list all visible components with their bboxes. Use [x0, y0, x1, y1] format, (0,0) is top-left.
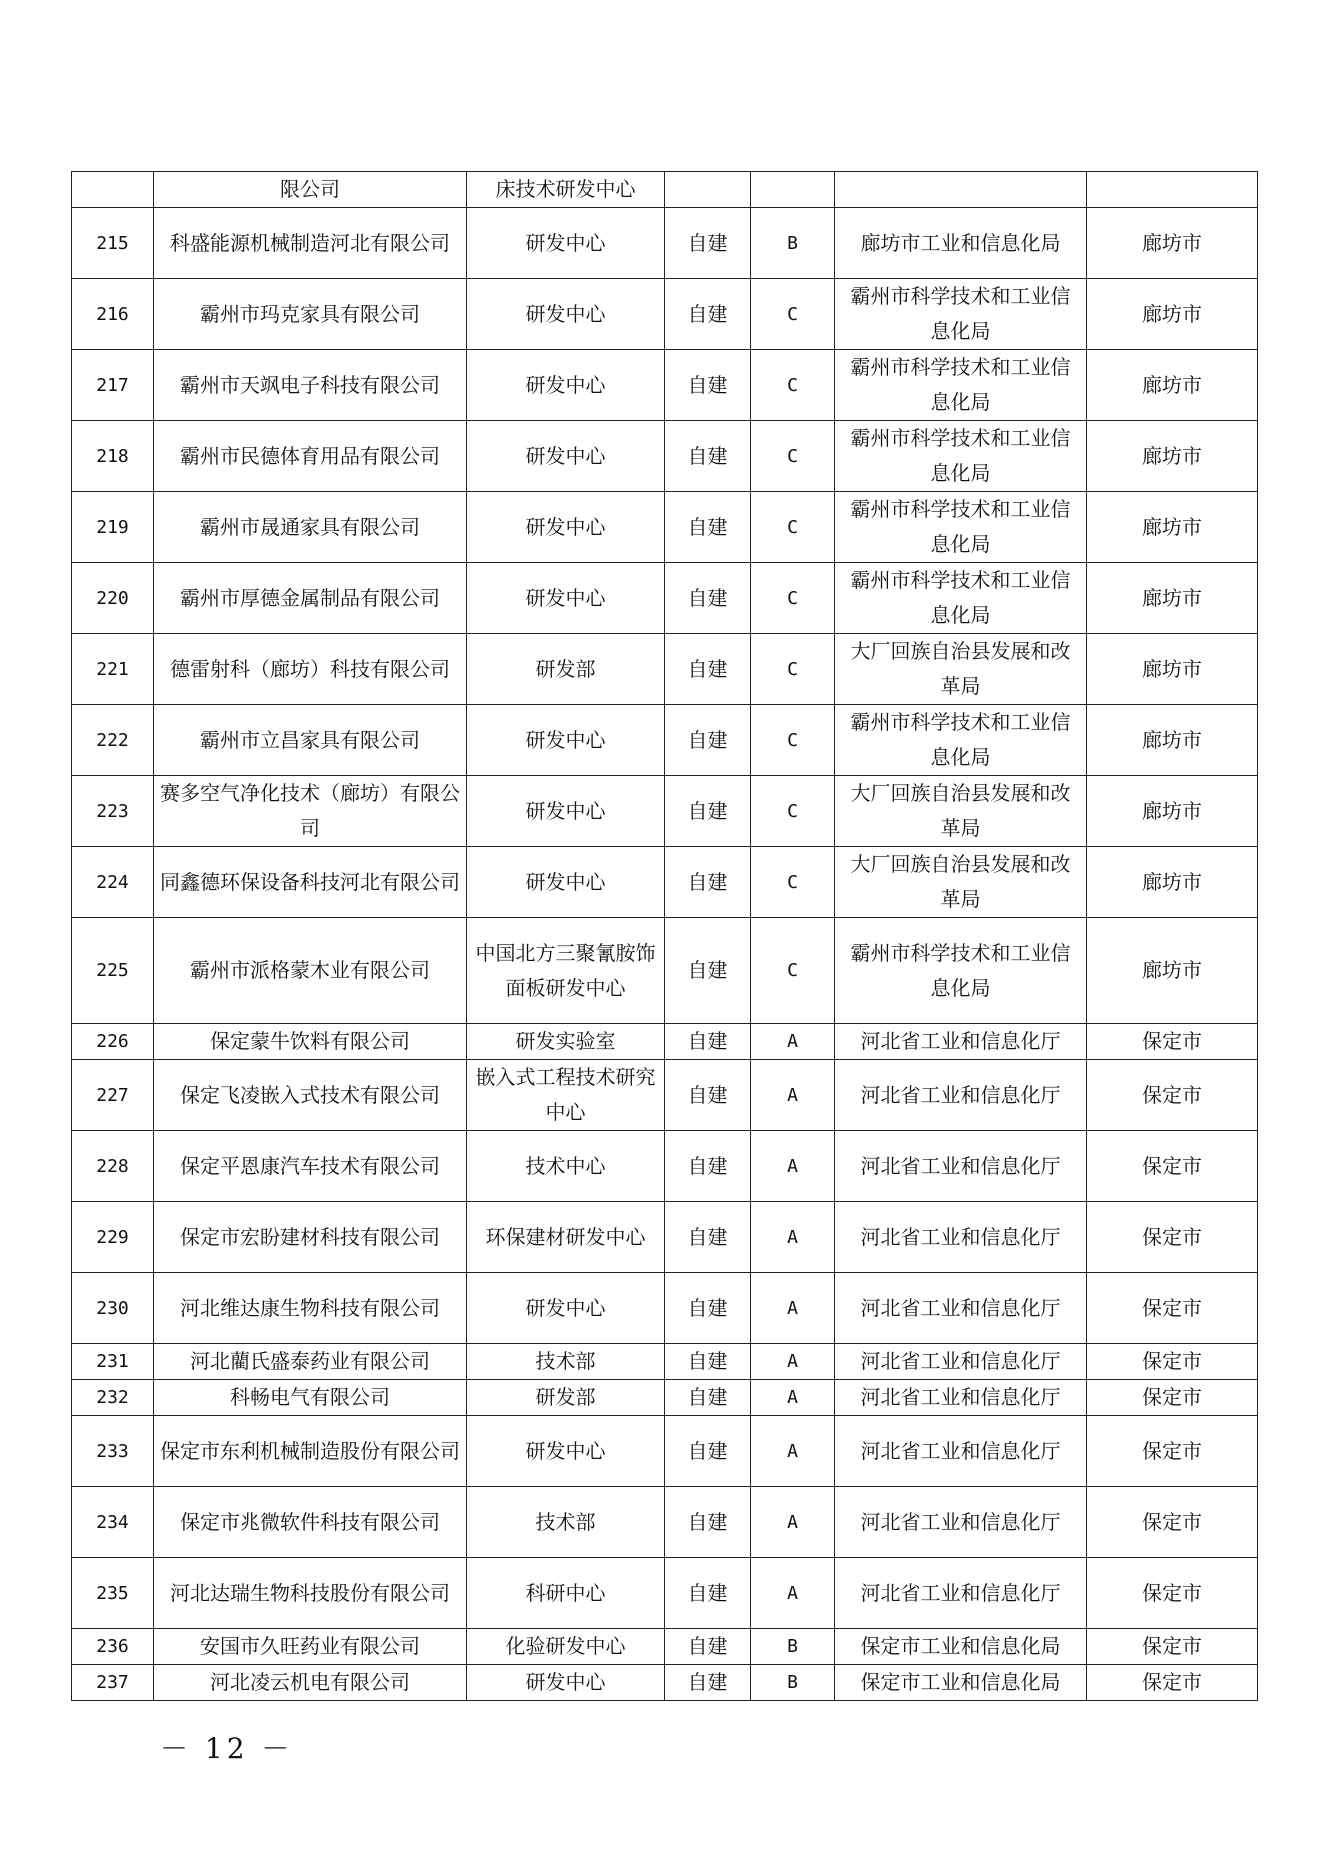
authority: 河北省工业和信息化厅	[835, 1344, 1087, 1380]
rd-center-name: 研发中心	[467, 705, 665, 776]
authority: 霸州市科学技术和工业信息化局	[835, 563, 1087, 634]
rd-center-name: 嵌入式工程技术研究中心	[467, 1060, 665, 1131]
city: 保定市	[1087, 1665, 1258, 1701]
level: A	[751, 1344, 835, 1380]
rd-center-name: 中国北方三聚氰胺饰面板研发中心	[467, 918, 665, 1024]
build-type: 自建	[665, 705, 751, 776]
level: A	[751, 1487, 835, 1558]
table-row	[72, 1487, 1258, 1558]
build-type: 自建	[665, 421, 751, 492]
build-type: 自建	[665, 1273, 751, 1344]
authority: 河北省工业和信息化厅	[835, 1380, 1087, 1416]
city: 保定市	[1087, 1202, 1258, 1273]
row-number: 231	[72, 1344, 154, 1380]
level: C	[751, 847, 835, 918]
enterprise-rd-table	[71, 171, 1258, 1701]
city: 保定市	[1087, 1131, 1258, 1202]
row-number: 226	[72, 1024, 154, 1060]
row-number: 234	[72, 1487, 154, 1558]
table-row	[72, 1380, 1258, 1416]
level: B	[751, 208, 835, 279]
table-row	[72, 1273, 1258, 1344]
city: 廊坊市	[1087, 776, 1258, 847]
build-type: 自建	[665, 776, 751, 847]
table-row	[72, 279, 1258, 350]
row-number: 228	[72, 1131, 154, 1202]
rd-center-name: 研发中心	[467, 847, 665, 918]
city: 廊坊市	[1087, 350, 1258, 421]
rd-center-name: 研发部	[467, 634, 665, 705]
authority: 河北省工业和信息化厅	[835, 1416, 1087, 1487]
page-number: － 12 －	[160, 1732, 294, 1765]
row-number: 227	[72, 1060, 154, 1131]
company-name: 河北维达康生物科技有限公司	[154, 1273, 467, 1344]
build-type: 自建	[665, 563, 751, 634]
authority: 霸州市科学技术和工业信息化局	[835, 279, 1087, 350]
build-type: 自建	[665, 1487, 751, 1558]
row-number: 235	[72, 1558, 154, 1629]
city: 保定市	[1087, 1629, 1258, 1665]
authority: 河北省工业和信息化厅	[835, 1060, 1087, 1131]
authority: 霸州市科学技术和工业信息化局	[835, 705, 1087, 776]
company-name: 保定市宏盼建材科技有限公司	[154, 1202, 467, 1273]
build-type: 自建	[665, 1344, 751, 1380]
company-name: 霸州市派格蒙木业有限公司	[154, 918, 467, 1024]
city: 廊坊市	[1087, 279, 1258, 350]
level: C	[751, 421, 835, 492]
company-name: 河北凌云机电有限公司	[154, 1665, 467, 1701]
table-row	[72, 1558, 1258, 1629]
table-row	[72, 208, 1258, 279]
table-row	[72, 1665, 1258, 1701]
level: C	[751, 492, 835, 563]
row-number: 216	[72, 279, 154, 350]
rd-center-name: 研发中心	[467, 208, 665, 279]
authority: 霸州市科学技术和工业信息化局	[835, 492, 1087, 563]
rd-center-name: 研发中心	[467, 492, 665, 563]
level: A	[751, 1202, 835, 1273]
level: A	[751, 1380, 835, 1416]
city: 廊坊市	[1087, 847, 1258, 918]
city: 廊坊市	[1087, 421, 1258, 492]
city: 保定市	[1087, 1273, 1258, 1344]
row-number: 223	[72, 776, 154, 847]
table-row	[72, 918, 1258, 1024]
company-name: 保定飞凌嵌入式技术有限公司	[154, 1060, 467, 1131]
authority: 河北省工业和信息化厅	[835, 1131, 1087, 1202]
company-name: 霸州市晟通家具有限公司	[154, 492, 467, 563]
city: 廊坊市	[1087, 705, 1258, 776]
company-name: 霸州市立昌家具有限公司	[154, 705, 467, 776]
build-type: 自建	[665, 1024, 751, 1060]
company-name: 科盛能源机械制造河北有限公司	[154, 208, 467, 279]
build-type: 自建	[665, 1416, 751, 1487]
table-row	[72, 705, 1258, 776]
level: A	[751, 1024, 835, 1060]
level: B	[751, 1629, 835, 1665]
build-type: 自建	[665, 1380, 751, 1416]
rd-center-name: 研发中心	[467, 350, 665, 421]
table-row	[72, 1416, 1258, 1487]
company-name: 保定蒙牛饮料有限公司	[154, 1024, 467, 1060]
build-type: 自建	[665, 279, 751, 350]
company-name: 霸州市玛克家具有限公司	[154, 279, 467, 350]
build-type: 自建	[665, 208, 751, 279]
city: 保定市	[1087, 1416, 1258, 1487]
authority: 保定市工业和信息化局	[835, 1665, 1087, 1701]
city: 保定市	[1087, 1487, 1258, 1558]
rd-center-name: 技术部	[467, 1487, 665, 1558]
city: 保定市	[1087, 1024, 1258, 1060]
authority	[835, 172, 1087, 208]
table-row	[72, 1060, 1258, 1131]
level: A	[751, 1060, 835, 1131]
authority: 河北省工业和信息化厅	[835, 1202, 1087, 1273]
company-name: 德雷射科（廊坊）科技有限公司	[154, 634, 467, 705]
table-row	[72, 563, 1258, 634]
authority: 大厂回族自治县发展和改革局	[835, 776, 1087, 847]
rd-center-name: 研发中心	[467, 776, 665, 847]
city: 廊坊市	[1087, 208, 1258, 279]
rd-center-name: 研发中心	[467, 563, 665, 634]
build-type: 自建	[665, 1060, 751, 1131]
company-name: 保定市兆微软件科技有限公司	[154, 1487, 467, 1558]
level: C	[751, 634, 835, 705]
authority: 保定市工业和信息化局	[835, 1629, 1087, 1665]
row-number: 232	[72, 1380, 154, 1416]
rd-center-name: 研发实验室	[467, 1024, 665, 1060]
city: 廊坊市	[1087, 563, 1258, 634]
city: 廊坊市	[1087, 918, 1258, 1024]
city	[1087, 172, 1258, 208]
level: C	[751, 563, 835, 634]
table-row	[72, 776, 1258, 847]
level: C	[751, 705, 835, 776]
city: 保定市	[1087, 1380, 1258, 1416]
rd-center-name: 研发中心	[467, 1665, 665, 1701]
company-name: 霸州市民德体育用品有限公司	[154, 421, 467, 492]
build-type: 自建	[665, 1202, 751, 1273]
rd-center-name: 研发中心	[467, 421, 665, 492]
authority: 大厂回族自治县发展和改革局	[835, 847, 1087, 918]
authority: 霸州市科学技术和工业信息化局	[835, 421, 1087, 492]
level: A	[751, 1558, 835, 1629]
table-row	[72, 1344, 1258, 1380]
row-number: 221	[72, 634, 154, 705]
table-row	[72, 1202, 1258, 1273]
table-row	[72, 847, 1258, 918]
company-name: 保定市东利机械制造股份有限公司	[154, 1416, 467, 1487]
rd-center-name: 技术中心	[467, 1131, 665, 1202]
row-number: 236	[72, 1629, 154, 1665]
level	[751, 172, 835, 208]
level: C	[751, 279, 835, 350]
table-row	[72, 421, 1258, 492]
row-number: 233	[72, 1416, 154, 1487]
table-row	[72, 492, 1258, 563]
row-number: 219	[72, 492, 154, 563]
table-row	[72, 1629, 1258, 1665]
row-number: 225	[72, 918, 154, 1024]
rd-center-name: 化验研发中心	[467, 1629, 665, 1665]
level: A	[751, 1131, 835, 1202]
table-row	[72, 1131, 1258, 1202]
rd-center-name: 环保建材研发中心	[467, 1202, 665, 1273]
build-type: 自建	[665, 918, 751, 1024]
build-type: 自建	[665, 1558, 751, 1629]
company-name: 霸州市厚德金属制品有限公司	[154, 563, 467, 634]
row-number: 220	[72, 563, 154, 634]
authority: 霸州市科学技术和工业信息化局	[835, 918, 1087, 1024]
rd-center-name: 科研中心	[467, 1558, 665, 1629]
authority: 大厂回族自治县发展和改革局	[835, 634, 1087, 705]
level: C	[751, 350, 835, 421]
authority: 河北省工业和信息化厅	[835, 1558, 1087, 1629]
table-row	[72, 172, 1258, 208]
city: 保定市	[1087, 1558, 1258, 1629]
row-number: 229	[72, 1202, 154, 1273]
build-type: 自建	[665, 847, 751, 918]
rd-center-name: 研发部	[467, 1380, 665, 1416]
company-name: 河北达瑞生物科技股份有限公司	[154, 1558, 467, 1629]
level: B	[751, 1665, 835, 1701]
build-type: 自建	[665, 1131, 751, 1202]
company-name: 安国市久旺药业有限公司	[154, 1629, 467, 1665]
company-name: 限公司	[154, 172, 467, 208]
city: 保定市	[1087, 1060, 1258, 1131]
company-name: 河北藺氏盛泰药业有限公司	[154, 1344, 467, 1380]
row-number: 230	[72, 1273, 154, 1344]
row-number: 224	[72, 847, 154, 918]
row-number	[72, 172, 154, 208]
authority: 霸州市科学技术和工业信息化局	[835, 350, 1087, 421]
company-name: 赛多空气净化技术（廊坊）有限公司	[154, 776, 467, 847]
company-name: 科畅电气有限公司	[154, 1380, 467, 1416]
rd-center-name: 研发中心	[467, 1273, 665, 1344]
build-type: 自建	[665, 350, 751, 421]
rd-center-name: 技术部	[467, 1344, 665, 1380]
table-row	[72, 350, 1258, 421]
rd-center-name: 床技术研发中心	[467, 172, 665, 208]
city: 廊坊市	[1087, 634, 1258, 705]
rd-center-name: 研发中心	[467, 1416, 665, 1487]
city: 保定市	[1087, 1344, 1258, 1380]
authority: 河北省工业和信息化厅	[835, 1024, 1087, 1060]
level: A	[751, 1273, 835, 1344]
level: C	[751, 918, 835, 1024]
company-name: 霸州市天飒电子科技有限公司	[154, 350, 467, 421]
build-type: 自建	[665, 634, 751, 705]
level: A	[751, 1416, 835, 1487]
row-number: 222	[72, 705, 154, 776]
rd-center-name: 研发中心	[467, 279, 665, 350]
authority: 河北省工业和信息化厅	[835, 1273, 1087, 1344]
authority: 河北省工业和信息化厅	[835, 1487, 1087, 1558]
company-name: 保定平恩康汽车技术有限公司	[154, 1131, 467, 1202]
city: 廊坊市	[1087, 492, 1258, 563]
build-type: 自建	[665, 492, 751, 563]
table-row	[72, 1024, 1258, 1060]
row-number: 237	[72, 1665, 154, 1701]
row-number: 215	[72, 208, 154, 279]
company-name: 同鑫德环保设备科技河北有限公司	[154, 847, 467, 918]
build-type	[665, 172, 751, 208]
level: C	[751, 776, 835, 847]
authority: 廊坊市工业和信息化局	[835, 208, 1087, 279]
build-type: 自建	[665, 1665, 751, 1701]
row-number: 218	[72, 421, 154, 492]
row-number: 217	[72, 350, 154, 421]
table-row	[72, 634, 1258, 705]
build-type: 自建	[665, 1629, 751, 1665]
